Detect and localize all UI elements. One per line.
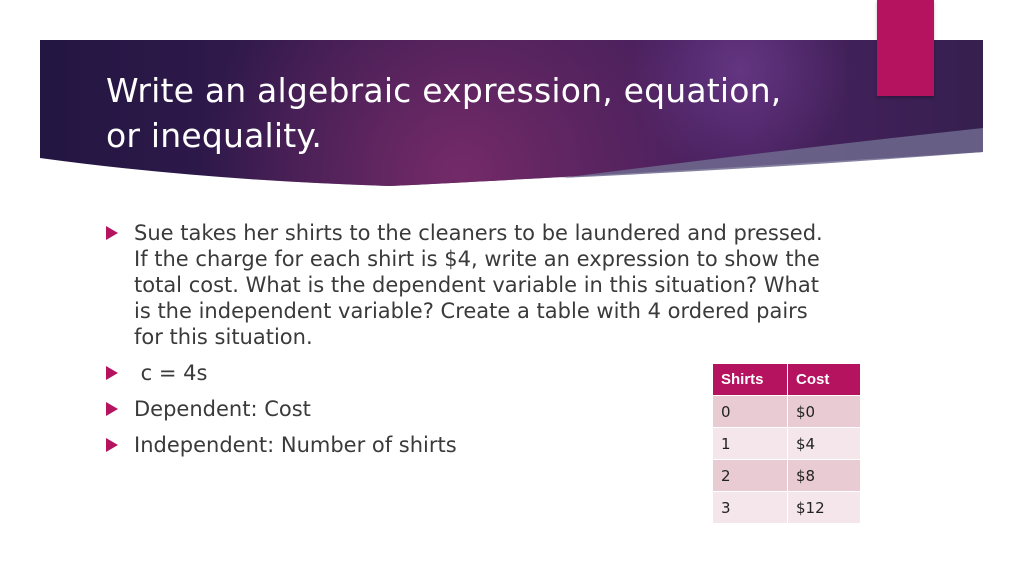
table-header-shirts: Shirts — [713, 364, 788, 396]
table-cell-cost: $12 — [788, 492, 861, 524]
bullet-item — [106, 220, 836, 350]
table-cell-shirts: 0 — [713, 396, 788, 428]
triangle-right-icon — [106, 402, 118, 416]
bullet-text: Independent: Number of shirts — [134, 433, 457, 457]
table-cell-cost: $4 — [788, 428, 861, 460]
table-cell-cost: $0 — [788, 396, 861, 428]
table-row — [713, 428, 861, 460]
shirts-cost-table — [712, 363, 861, 524]
table-cell-shirts: 3 — [713, 492, 788, 524]
table-row — [713, 396, 861, 428]
triangle-right-icon — [106, 226, 118, 240]
table-cell-shirts: 2 — [713, 460, 788, 492]
table-row — [713, 460, 861, 492]
table-cell-shirts: 1 — [713, 428, 788, 460]
bullet-text: Sue takes her shirts to the cleaners to be laundered and pressed. If the charge for each shirt is $4, write an expression to show the total cost. What is the dependent variable in this situation? What is the independent variable? Create a table with 4 ordered pairs for this situation. — [134, 221, 823, 349]
bullet-text: c = 4s — [134, 361, 208, 385]
triangle-right-icon — [106, 366, 118, 380]
table-header-row — [713, 364, 861, 396]
triangle-right-icon — [106, 438, 118, 452]
accent-tab — [877, 0, 934, 96]
table-row — [713, 492, 861, 524]
bullet-text: Dependent: Cost — [134, 397, 311, 421]
slide-title: Write an algebraic expression, equation, or inequality. — [106, 71, 782, 155]
table-header-cost: Cost — [788, 364, 861, 396]
table-cell-cost: $8 — [788, 460, 861, 492]
